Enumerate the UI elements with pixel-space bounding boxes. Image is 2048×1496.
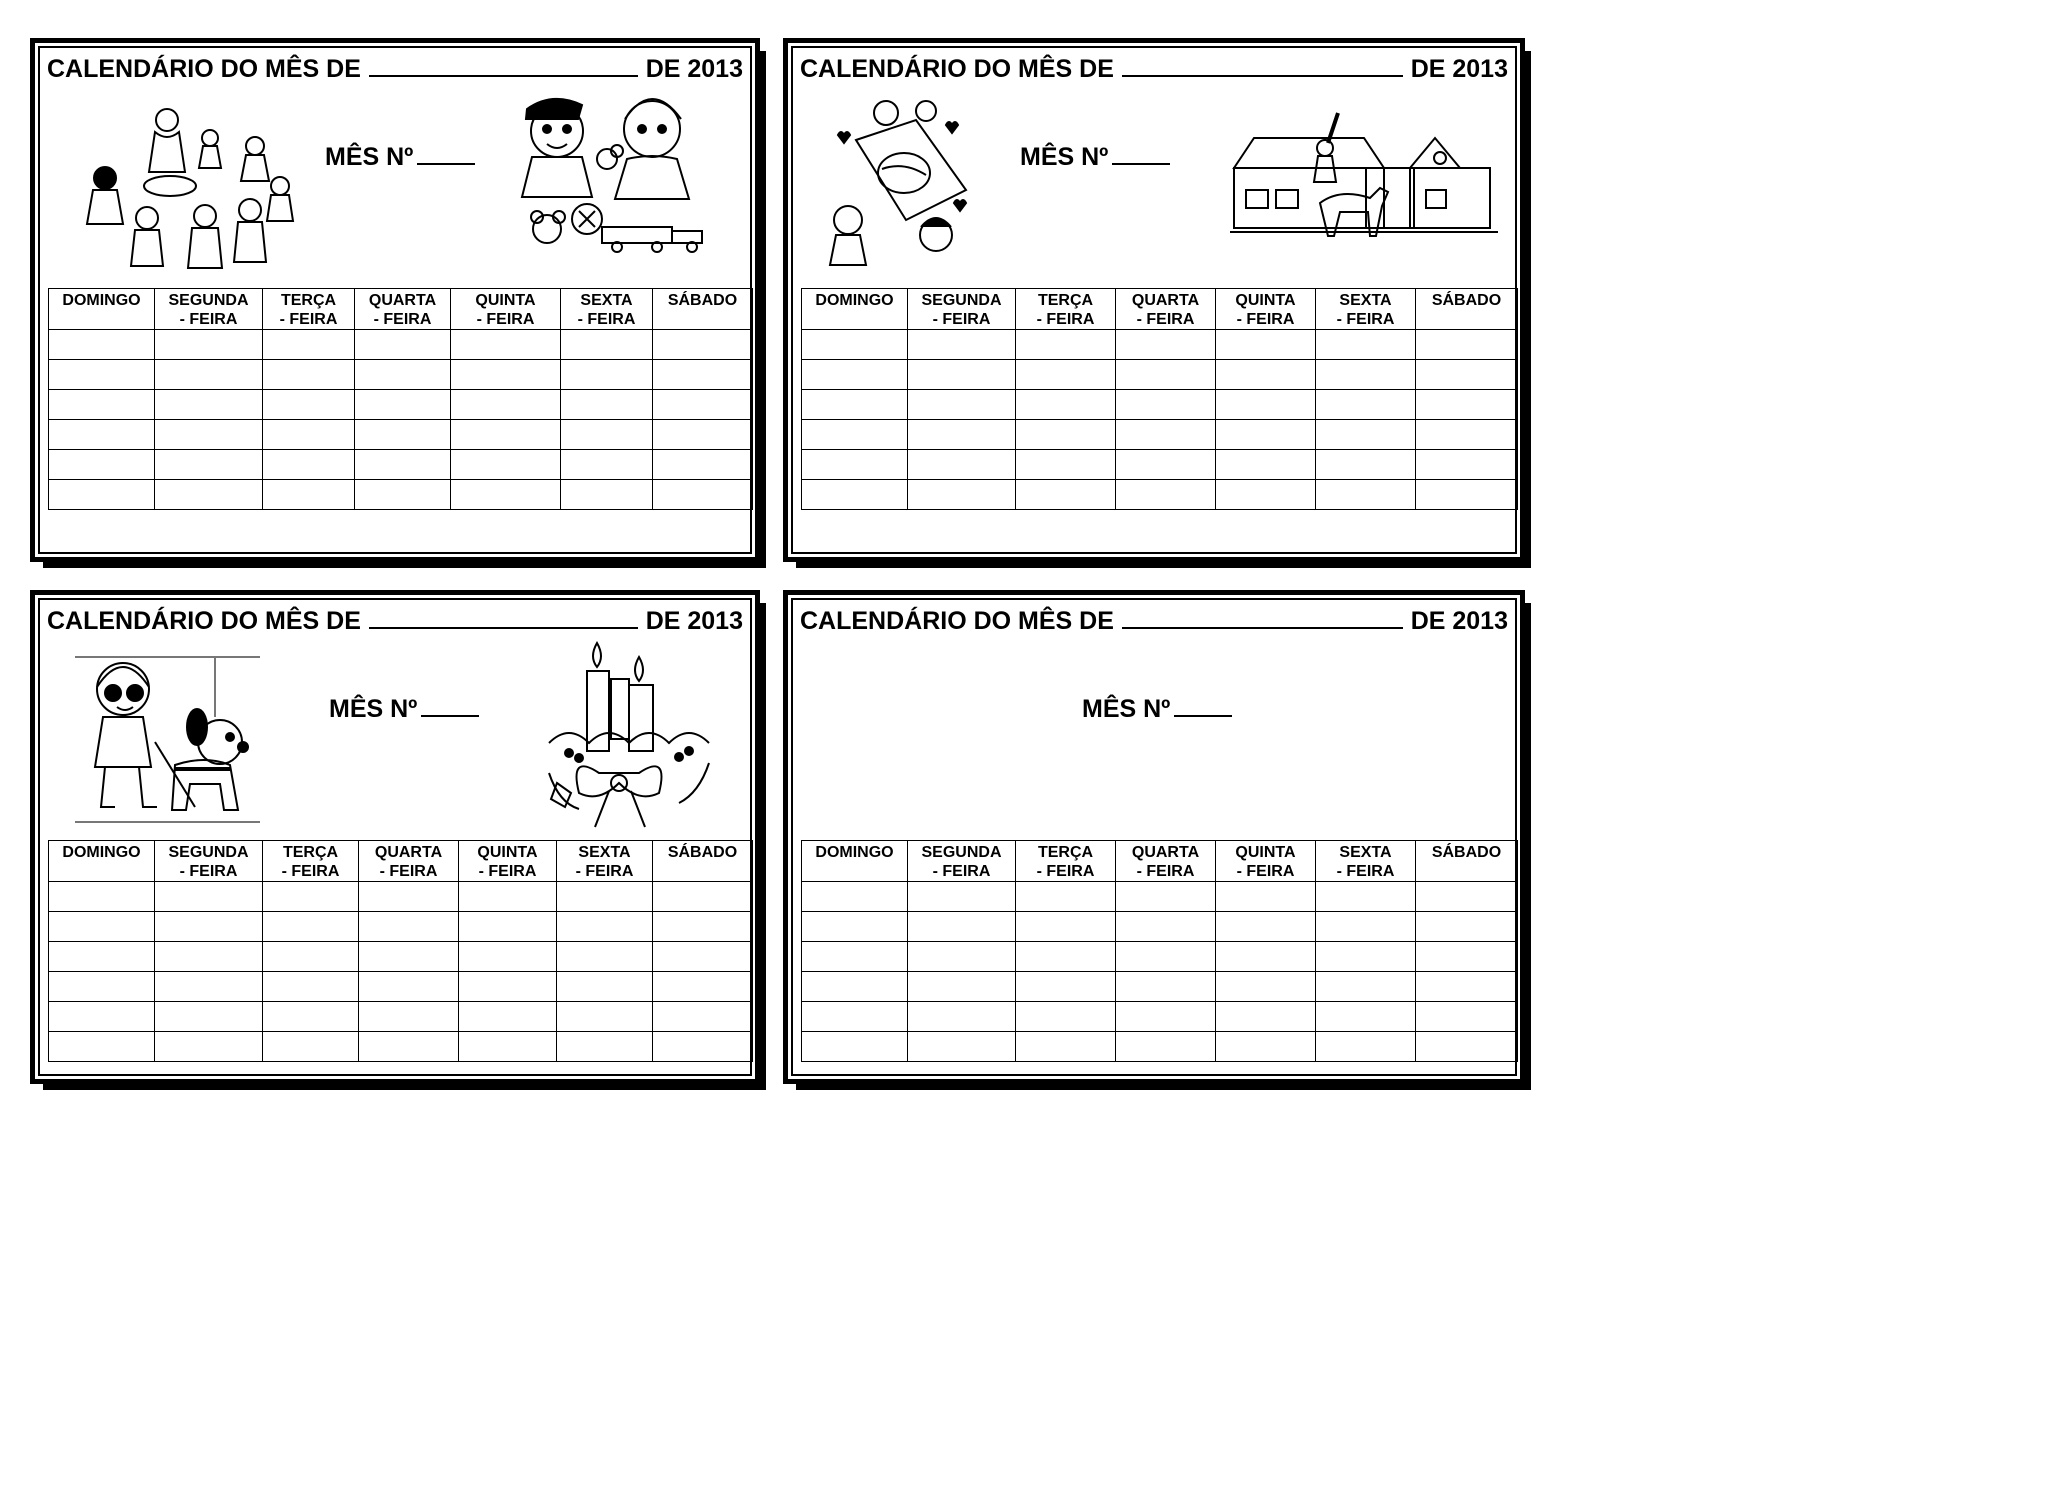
children-with-flag-illustration [826, 95, 976, 270]
calendar-day-cell[interactable] [451, 390, 561, 420]
calendar-week-row [49, 450, 753, 480]
calendar-day-cell[interactable] [1116, 480, 1216, 510]
calendar-day-cell[interactable] [1116, 912, 1216, 942]
calendar-day-cell[interactable] [451, 420, 561, 450]
calendar-day-cell[interactable] [908, 1002, 1016, 1032]
girl-with-guide-dog-illustration [75, 647, 260, 832]
calendar-day-cell[interactable] [1016, 330, 1116, 360]
calendar-title-row [47, 51, 743, 87]
calendar-day-cell[interactable] [155, 330, 263, 360]
calendar-day-cell[interactable] [557, 972, 653, 1002]
horseman-building-illustration [1230, 108, 1498, 248]
calendar-day-cell[interactable] [1216, 912, 1316, 942]
calendar-day-cell[interactable] [908, 882, 1016, 912]
calendar-day-cell[interactable] [908, 972, 1016, 1002]
calendar-day-cell[interactable] [1416, 1032, 1518, 1062]
calendar-day-cell[interactable] [802, 420, 908, 450]
month-number-label [329, 695, 479, 724]
calendar-card-4 [783, 590, 1525, 1084]
calendar-day-cell[interactable] [1316, 360, 1416, 390]
calendar-day-cell[interactable] [1016, 1002, 1116, 1032]
calendar-day-cell[interactable] [451, 450, 561, 480]
month-number-blank[interactable] [1112, 143, 1170, 165]
calendar-day-cell[interactable] [653, 942, 753, 972]
calendar-day-cell[interactable] [155, 1032, 263, 1062]
calendar-day-cell[interactable] [1316, 1002, 1416, 1032]
calendar-day-cell[interactable] [355, 480, 451, 510]
calendar-day-cell[interactable] [49, 390, 155, 420]
month-number-label [1020, 143, 1170, 172]
calendar-day-cell[interactable] [908, 450, 1016, 480]
calendar-day-cell[interactable] [1316, 480, 1416, 510]
calendar-day-cell[interactable] [1216, 972, 1316, 1002]
weekday-thursday: QUINTA - FEIRA [1216, 841, 1316, 882]
month-name-blank[interactable] [369, 51, 638, 77]
calendar-day-cell[interactable] [355, 390, 451, 420]
calendar-week-row [802, 1002, 1518, 1032]
calendar-day-cell[interactable] [802, 912, 908, 942]
weekday-sunday: DOMINGO [49, 289, 155, 330]
calendar-week-row [49, 1002, 753, 1032]
calendar-day-cell[interactable] [263, 1002, 359, 1032]
calendar-card-1 [30, 38, 760, 562]
month-number-text: MÊS Nº [1082, 695, 1171, 723]
weekday-sunday: DOMINGO [802, 841, 908, 882]
calendar-day-cell[interactable] [653, 882, 753, 912]
weekday-tuesday: TERÇA - FEIRA [1016, 289, 1116, 330]
month-name-blank[interactable] [369, 603, 638, 629]
calendar-day-cell[interactable] [49, 360, 155, 390]
calendar-day-cell[interactable] [1216, 1032, 1316, 1062]
weekday-wednesday: QUARTA - FEIRA [1116, 289, 1216, 330]
calendar-day-cell[interactable] [557, 882, 653, 912]
calendar-day-cell[interactable] [1416, 390, 1518, 420]
calendar-day-cell[interactable] [561, 450, 653, 480]
calendar-day-cell[interactable] [908, 390, 1016, 420]
calendar-week-row [49, 1032, 753, 1062]
calendar-day-cell[interactable] [1416, 972, 1518, 1002]
weekday-saturday: SÁBADO [653, 289, 753, 330]
calendar-day-cell[interactable] [1216, 882, 1316, 912]
calendar-day-cell[interactable] [1116, 360, 1216, 390]
month-name-blank[interactable] [1122, 51, 1403, 77]
weekday-sunday: DOMINGO [802, 289, 908, 330]
calendar-day-cell[interactable] [1316, 912, 1416, 942]
calendar-day-cell[interactable] [359, 1002, 459, 1032]
calendar-day-cell[interactable] [1316, 450, 1416, 480]
calendar-day-cell[interactable] [802, 942, 908, 972]
calendar-day-cell[interactable] [355, 360, 451, 390]
calendar-day-cell[interactable] [1116, 972, 1216, 1002]
calendar-week-row [802, 1032, 1518, 1062]
calendar-day-cell[interactable] [451, 480, 561, 510]
calendar-day-cell[interactable] [263, 942, 359, 972]
calendar-card-2 [783, 38, 1525, 562]
calendar-day-cell[interactable] [359, 942, 459, 972]
weekday-header-row [49, 289, 753, 330]
calendar-day-cell[interactable] [459, 1032, 557, 1062]
calendar-day-cell[interactable] [908, 912, 1016, 942]
calendar-day-cell[interactable] [1016, 882, 1116, 912]
calendar-day-cell[interactable] [1016, 480, 1116, 510]
calendar-day-cell[interactable] [459, 882, 557, 912]
weekday-monday: SEGUNDA - FEIRA [155, 289, 263, 330]
calendar-week-row [802, 480, 1518, 510]
calendar-day-cell[interactable] [1316, 420, 1416, 450]
calendar-day-cell[interactable] [653, 360, 753, 390]
month-number-blank[interactable] [1174, 695, 1232, 717]
calendar-day-cell[interactable] [1016, 972, 1116, 1002]
calendar-day-cell[interactable] [459, 912, 557, 942]
calendar-day-cell[interactable] [155, 942, 263, 972]
calendar-week-row [802, 450, 1518, 480]
calendar-day-cell[interactable] [1216, 360, 1316, 390]
calendar-day-cell[interactable] [1416, 480, 1518, 510]
calendar-year: DE 2013 [1410, 607, 1508, 635]
calendar-day-cell[interactable] [1216, 420, 1316, 450]
calendar-grid [801, 840, 1518, 1062]
calendar-day-cell[interactable] [263, 972, 359, 1002]
month-number-blank[interactable] [417, 143, 475, 165]
calendar-day-cell[interactable] [908, 360, 1016, 390]
calendar-day-cell[interactable] [1316, 972, 1416, 1002]
calendar-title: CALENDÁRIO DO MÊS DE [47, 607, 361, 635]
calendar-day-cell[interactable] [1416, 942, 1518, 972]
calendar-day-cell[interactable] [802, 480, 908, 510]
weekday-monday: SEGUNDA - FEIRA [908, 841, 1016, 882]
calendar-week-row [49, 972, 753, 1002]
calendar-week-row [49, 420, 753, 450]
calendar-day-cell[interactable] [263, 912, 359, 942]
calendar-day-cell[interactable] [1016, 360, 1116, 390]
calendar-week-row [802, 882, 1518, 912]
calendar-year: DE 2013 [645, 55, 743, 83]
calendar-day-cell[interactable] [1316, 882, 1416, 912]
calendar-day-cell[interactable] [459, 972, 557, 1002]
calendar-day-cell[interactable] [1116, 420, 1216, 450]
calendar-day-cell[interactable] [1416, 1002, 1518, 1032]
calendar-day-cell[interactable] [359, 1032, 459, 1062]
weekday-tuesday: TERÇA - FEIRA [1016, 841, 1116, 882]
calendar-day-cell[interactable] [263, 330, 355, 360]
weekday-friday: SEXTA - FEIRA [557, 841, 653, 882]
calendar-week-row [49, 330, 753, 360]
calendar-day-cell[interactable] [557, 942, 653, 972]
calendar-day-cell[interactable] [1016, 1032, 1116, 1062]
calendar-year: DE 2013 [645, 607, 743, 635]
month-name-blank[interactable] [1122, 603, 1403, 629]
calendar-day-cell[interactable] [1116, 942, 1216, 972]
calendar-day-cell[interactable] [355, 450, 451, 480]
calendar-day-cell[interactable] [908, 420, 1016, 450]
calendar-day-cell[interactable] [653, 330, 753, 360]
calendar-week-row [802, 360, 1518, 390]
calendar-day-cell[interactable] [908, 480, 1016, 510]
calendar-day-cell[interactable] [155, 450, 263, 480]
calendar-title-row [800, 51, 1508, 87]
weekday-sunday: DOMINGO [49, 841, 155, 882]
calendar-week-row [802, 420, 1518, 450]
weekday-thursday: QUINTA - FEIRA [459, 841, 557, 882]
calendar-day-cell[interactable] [155, 390, 263, 420]
calendar-day-cell[interactable] [1216, 330, 1316, 360]
weekday-wednesday: QUARTA - FEIRA [1116, 841, 1216, 882]
weekday-saturday: SÁBADO [1416, 289, 1518, 330]
calendar-day-cell[interactable] [557, 912, 653, 942]
calendar-day-cell[interactable] [263, 882, 359, 912]
calendar-day-cell[interactable] [1216, 450, 1316, 480]
calendar-day-cell[interactable] [1016, 420, 1116, 450]
calendar-day-cell[interactable] [557, 1032, 653, 1062]
calendar-day-cell[interactable] [802, 1002, 908, 1032]
christmas-candles-illustration [539, 633, 719, 833]
weekday-wednesday: QUARTA - FEIRA [359, 841, 459, 882]
calendar-day-cell[interactable] [653, 1032, 753, 1062]
calendar-day-cell[interactable] [1316, 330, 1416, 360]
calendar-day-cell[interactable] [155, 360, 263, 390]
calendar-day-cell[interactable] [1016, 942, 1116, 972]
calendar-day-cell[interactable] [1416, 360, 1518, 390]
calendar-day-cell[interactable] [49, 330, 155, 360]
calendar-day-cell[interactable] [653, 912, 753, 942]
calendar-day-cell[interactable] [1216, 942, 1316, 972]
month-number-text: MÊS Nº [329, 695, 418, 723]
calendar-day-cell[interactable] [263, 420, 355, 450]
calendar-day-cell[interactable] [451, 360, 561, 390]
calendar-day-cell[interactable] [459, 1002, 557, 1032]
calendar-day-cell[interactable] [1416, 882, 1518, 912]
calendar-day-cell[interactable] [561, 480, 653, 510]
weekday-header-row [49, 841, 753, 882]
calendar-day-cell[interactable] [1416, 450, 1518, 480]
calendar-day-cell[interactable] [263, 390, 355, 420]
calendar-day-cell[interactable] [802, 1032, 908, 1062]
month-number-label [1082, 695, 1232, 724]
calendar-day-cell[interactable] [49, 420, 155, 450]
calendar-day-cell[interactable] [155, 972, 263, 1002]
calendar-day-cell[interactable] [561, 330, 653, 360]
calendar-day-cell[interactable] [1116, 390, 1216, 420]
calendar-day-cell[interactable] [908, 942, 1016, 972]
children-with-toys-illustration [507, 89, 737, 267]
calendar-day-cell[interactable] [653, 420, 753, 450]
calendar-day-cell[interactable] [653, 450, 753, 480]
calendar-week-row [802, 330, 1518, 360]
calendar-card-3 [30, 590, 760, 1084]
calendar-day-cell[interactable] [1016, 912, 1116, 942]
calendar-title-row [800, 603, 1508, 639]
calendar-day-cell[interactable] [155, 912, 263, 942]
calendar-day-cell[interactable] [561, 420, 653, 450]
calendar-day-cell[interactable] [1116, 1002, 1216, 1032]
calendar-day-cell[interactable] [1316, 1032, 1416, 1062]
month-number-text: MÊS Nº [1020, 143, 1109, 171]
calendar-day-cell[interactable] [451, 330, 561, 360]
weekday-monday: SEGUNDA - FEIRA [908, 289, 1016, 330]
calendar-day-cell[interactable] [49, 450, 155, 480]
calendar-day-cell[interactable] [1416, 420, 1518, 450]
calendar-day-cell[interactable] [908, 1032, 1016, 1062]
calendar-day-cell[interactable] [359, 972, 459, 1002]
calendar-day-cell[interactable] [1216, 480, 1316, 510]
calendar-day-cell[interactable] [49, 1002, 155, 1032]
calendar-week-row [49, 390, 753, 420]
calendar-day-cell[interactable] [802, 330, 908, 360]
calendar-grid [48, 288, 753, 510]
calendar-day-cell[interactable] [557, 1002, 653, 1032]
calendar-day-cell[interactable] [263, 1032, 359, 1062]
calendar-day-cell[interactable] [802, 360, 908, 390]
calendar-day-cell[interactable] [1216, 390, 1316, 420]
weekday-thursday: QUINTA - FEIRA [451, 289, 561, 330]
calendar-day-cell[interactable] [802, 972, 908, 1002]
weekday-friday: SEXTA - FEIRA [561, 289, 653, 330]
calendar-grid [48, 840, 753, 1062]
weekday-friday: SEXTA - FEIRA [1316, 841, 1416, 882]
calendar-week-row [49, 360, 753, 390]
weekday-saturday: SÁBADO [653, 841, 753, 882]
calendar-day-cell[interactable] [1116, 450, 1216, 480]
calendar-day-cell[interactable] [908, 330, 1016, 360]
weekday-tuesday: TERÇA - FEIRA [263, 289, 355, 330]
calendar-day-cell[interactable] [49, 1032, 155, 1062]
calendar-week-row [49, 942, 753, 972]
calendar-day-cell[interactable] [263, 360, 355, 390]
weekday-thursday: QUINTA - FEIRA [1216, 289, 1316, 330]
calendar-day-cell[interactable] [49, 942, 155, 972]
calendar-day-cell[interactable] [561, 360, 653, 390]
calendar-week-row [49, 882, 753, 912]
weekday-header-row [802, 289, 1518, 330]
weekday-header-row [802, 841, 1518, 882]
weekday-tuesday: TERÇA - FEIRA [263, 841, 359, 882]
calendar-day-cell[interactable] [155, 1002, 263, 1032]
calendar-day-cell[interactable] [1316, 942, 1416, 972]
weekday-friday: SEXTA - FEIRA [1316, 289, 1416, 330]
calendar-grid [801, 288, 1518, 510]
calendar-day-cell[interactable] [1116, 882, 1216, 912]
calendar-day-cell[interactable] [653, 480, 753, 510]
calendar-day-cell[interactable] [653, 972, 753, 1002]
calendar-day-cell[interactable] [359, 912, 459, 942]
calendar-day-cell[interactable] [263, 480, 355, 510]
calendar-day-cell[interactable] [49, 882, 155, 912]
calendar-year: DE 2013 [1410, 55, 1508, 83]
calendar-title: CALENDÁRIO DO MÊS DE [47, 55, 361, 83]
weekday-saturday: SÁBADO [1416, 841, 1518, 882]
calendar-week-row [802, 912, 1518, 942]
calendar-day-cell[interactable] [355, 420, 451, 450]
calendar-week-row [802, 942, 1518, 972]
weekday-monday: SEGUNDA - FEIRA [155, 841, 263, 882]
calendar-title: CALENDÁRIO DO MÊS DE [800, 607, 1114, 635]
calendar-day-cell[interactable] [155, 420, 263, 450]
calendar-day-cell[interactable] [1316, 390, 1416, 420]
calendar-day-cell[interactable] [802, 450, 908, 480]
calendar-day-cell[interactable] [49, 972, 155, 1002]
calendar-day-cell[interactable] [561, 390, 653, 420]
calendar-day-cell[interactable] [802, 390, 908, 420]
calendar-day-cell[interactable] [1016, 450, 1116, 480]
calendar-title: CALENDÁRIO DO MÊS DE [800, 55, 1114, 83]
weekday-wednesday: QUARTA - FEIRA [355, 289, 451, 330]
calendar-day-cell[interactable] [355, 330, 451, 360]
calendar-day-cell[interactable] [459, 942, 557, 972]
month-number-text: MÊS Nº [325, 143, 414, 171]
calendar-week-row [802, 972, 1518, 1002]
calendar-week-row [49, 480, 753, 510]
month-number-blank[interactable] [421, 695, 479, 717]
calendar-day-cell[interactable] [1416, 912, 1518, 942]
calendar-day-cell[interactable] [1116, 1032, 1216, 1062]
calendar-day-cell[interactable] [653, 1002, 753, 1032]
calendar-day-cell[interactable] [155, 480, 263, 510]
calendar-day-cell[interactable] [1116, 330, 1216, 360]
calendar-day-cell[interactable] [1216, 1002, 1316, 1032]
calendar-day-cell[interactable] [1016, 390, 1116, 420]
month-number-label [325, 143, 475, 172]
calendar-day-cell[interactable] [802, 882, 908, 912]
calendar-day-cell[interactable] [155, 882, 263, 912]
calendar-week-row [802, 390, 1518, 420]
calendar-day-cell[interactable] [263, 450, 355, 480]
calendar-day-cell[interactable] [1416, 330, 1518, 360]
teacher-with-children-illustration [75, 98, 305, 273]
calendar-week-row [49, 912, 753, 942]
calendar-day-cell[interactable] [49, 480, 155, 510]
calendar-day-cell[interactable] [653, 390, 753, 420]
calendar-day-cell[interactable] [49, 912, 155, 942]
calendar-day-cell[interactable] [359, 882, 459, 912]
